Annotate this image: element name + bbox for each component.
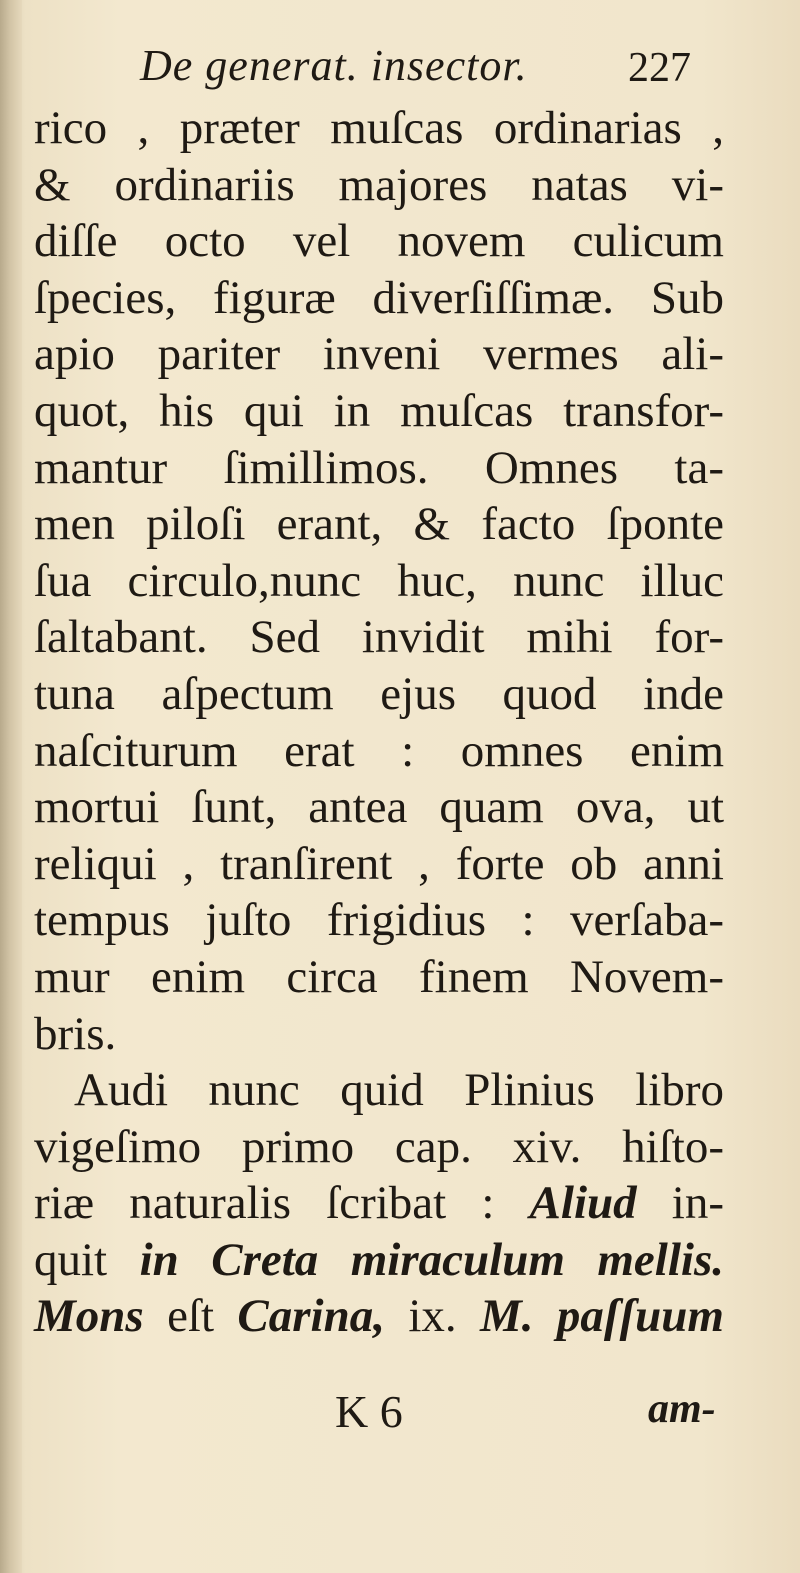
text-line: rico , præter muſcas ordinarias , — [34, 102, 724, 154]
text-line: ſpecies, figuræ diverſiſſimæ. Sub — [34, 271, 724, 324]
text-line: apio pariter inveni vermes ali- — [34, 328, 724, 381]
text-line: ſua circulo,nunc huc, nunc illuc — [34, 554, 724, 607]
text-line: mantur ſimillimos. Omnes ta- — [34, 441, 724, 494]
running-title: De generat. insector. — [140, 41, 528, 90]
page-gutter — [0, 0, 22, 1573]
body-text — [34, 100, 724, 1345]
text-segment: ix. — [384, 1290, 480, 1343]
text-line: tuna aſpectum ejus quod inde — [34, 667, 724, 720]
page-number: 227 — [628, 45, 691, 91]
italic-segment: M. paſſuum — [479, 1290, 724, 1343]
text-segment: eſt — [143, 1290, 238, 1343]
text-line: mortui ſunt, antea quam ova, ut — [34, 781, 724, 834]
text-line — [34, 1232, 724, 1289]
text-line: quot, his qui in muſcas transfor- — [34, 384, 724, 437]
paragraph-first-line: Audi nunc quid Plinius libro — [74, 1064, 724, 1117]
text-line: ſaltabant. Sed invidit mihi for- — [34, 611, 724, 664]
italic-segment: Carina, — [237, 1290, 385, 1343]
text-line: mur enim circa finem Novem- — [34, 950, 724, 1003]
text-line: tempus juſto frigidius : verſaba- — [34, 894, 724, 947]
text-segment: riæ naturalis ſcribat : — [34, 1177, 530, 1230]
text-line: men piloſi erant, & facto ſponte — [34, 498, 724, 551]
text-line — [34, 1175, 724, 1232]
text-line: diſſe octo vel novem culicum — [34, 215, 724, 268]
italic-segment: in Creta miraculum mellis. — [139, 1233, 724, 1286]
text-line: bris. — [34, 1007, 117, 1060]
text-line: reliqui , tranſirent , forte ob anni — [34, 837, 724, 890]
page-footer — [0, 1385, 800, 1445]
catchword: am- — [648, 1386, 716, 1432]
text-line: naſciturum erat : omnes enim — [34, 724, 724, 777]
text-segment: in- — [636, 1177, 724, 1230]
text-line: vigeſimo primo cap. xiv. hiſto- — [34, 1120, 724, 1173]
text-line — [34, 1288, 724, 1345]
italic-segment: Aliud — [529, 1177, 637, 1230]
signature-mark: K 6 — [335, 1386, 403, 1437]
italic-segment: Mons — [34, 1290, 144, 1343]
text-segment: quit — [34, 1233, 140, 1286]
text-line: & ordinariis majores natas vi- — [34, 158, 724, 211]
